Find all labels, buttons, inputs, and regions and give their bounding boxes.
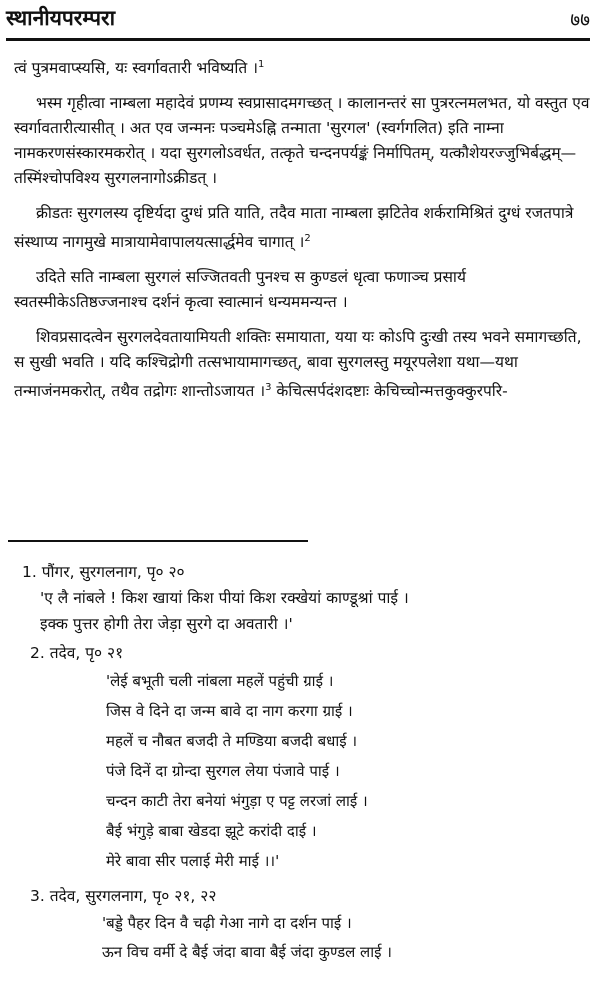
footnote-2-line: मेरे बावा सीर पलाई मेरी माई ।।' [106,852,280,870]
footnotes [22,556,590,967]
footnote-3-line: 'बड्डे पैहर दिन वै चढ़ी गेआ नागे दा दर्शन पाई । [102,914,352,932]
page-header [6,4,590,41]
footnote-divider [8,540,308,542]
footnote-3-line: ऊन विच वर्मी दे बैई जंदा बावा बैई जंदा कुण्डल लाई । [102,943,392,961]
footnote-1-source: 1. पौंगर, सुरगलनाग, पृ० २० [22,563,185,581]
footnote-2-line: 'लेई बभूती चली नांबला महलें पहुंची ग्राई । [106,672,334,690]
footnote-ref-3: 3 [265,382,272,394]
footnote-1-line: 'ए लै नांबले ! किश खायां किश पीयां किश रक्खेयां काण्डूश्रां पाई । [40,589,409,607]
main-text [14,52,590,414]
page-number: ७७ [570,9,590,31]
paragraph-5-text: शिवप्रसादत्वेन सुरगलदेवतायामियती शक्तिः समायाता, यया यः कोऽपि दुःखी तस्य भवने समागच्छति, स सुखी भवति । यदि कश्चिद्रोगी तत्सभायामागच्छत्, बावा सुरगलस्तु मयूरपलेशा यथा—यथा तन्माजंनमकरोत्, तथैव तद्रोगः शान्तोऽजायत । [14,328,582,401]
paragraph-3-text: क्रीडतः सुरगलस्य दृष्टिर्यदा दुग्धं प्रति याति, तदैव माता नाम्बला झटितेव शर्करामिश्रितं दुग्धं रजतपात्रे संस्थाप्य नागमुखे मात्रायामेवापालयत्सार्द्धमेव चागात् । [14,204,574,252]
paragraph-5-tail: केचित्सर्पदंशदष्टाः केचिच्चोन्मत्तकुक्कुरपरि- [276,382,508,401]
paragraph-1-text: त्वं पुत्रमवाप्स्यसि, यः स्वर्गावतारी भविष्यति । [14,59,259,78]
paragraph-1 [14,52,590,81]
footnote-2-line: बैई भंगुड़े बाबा खेडदा झूटे करांदी दाई । [106,822,317,840]
running-title: स्थानीयपरम्परा [6,6,116,30]
footnote-2-line: पंजे दिनें दा ग्रोन्दा सुरगल लेया पंजावे पाई । [106,762,340,780]
paragraph-5 [14,325,590,404]
footnote-ref-2: 2 [304,233,311,245]
footnote-1-line: इक्क पुत्तर होगी तेरा जेड़ा सुरगे दा अवतारी ।' [40,615,293,633]
footnote-2-source: 2. तदेव, पृ० २१ [30,644,124,662]
footnote-3-source: 3. तदेव, सुरगलनाग, पृ० २१, २२ [30,887,217,905]
footnote-2-line: जिस वे दिने दा जन्म बावे दा नाग करगा ग्राई । [106,702,353,720]
paragraph-2: भस्म गृहीत्वा नाम्बला महादेवं प्रणम्य स्वप्रासादमगच्छत् । कालानन्तरं सा पुत्ररत्नमलभत, यो वस्तुत एव स्वर्गावतारीत्यासीत् । अत एव जन्मनः पञ्चमेऽह्नि तन्माता 'सुरगल' (स्वर्गगलित) इति नाम्ना नामकरणसंस्कारमकरोत् । यदा सुरगलोऽवर्धत, तत्कृते चन्दनपर्यङ्कं निर्मापितम्, यत्कौशेयरज्जुभिर्बद्धम्—तस्मिंश्चोपविश्य सुरगलनागोऽक्रीडत् । [14,94,590,188]
footnote-2-line: चन्दन काटी तेरा बनेयां भंगुड़ा ए पट्ट लरजां लाई । [106,792,368,810]
footnote-2-line: महलें च नौबत बजदी ते मण्डिया बजदी बधाई । [106,732,358,750]
paragraph-3 [14,201,590,255]
paragraph-4: उदिते सति नाम्बला सुरगलं सज्जितवती पुनश्च स कुण्डलं धृत्वा फणाञ्च प्रसार्य स्वतस्मीकेऽतिष्ठज्जनाश्च दर्शनं कृत्वा स्वात्मानं धन्यममन्यन्त । [14,268,466,312]
footnote-ref-1: 1 [258,59,265,70]
